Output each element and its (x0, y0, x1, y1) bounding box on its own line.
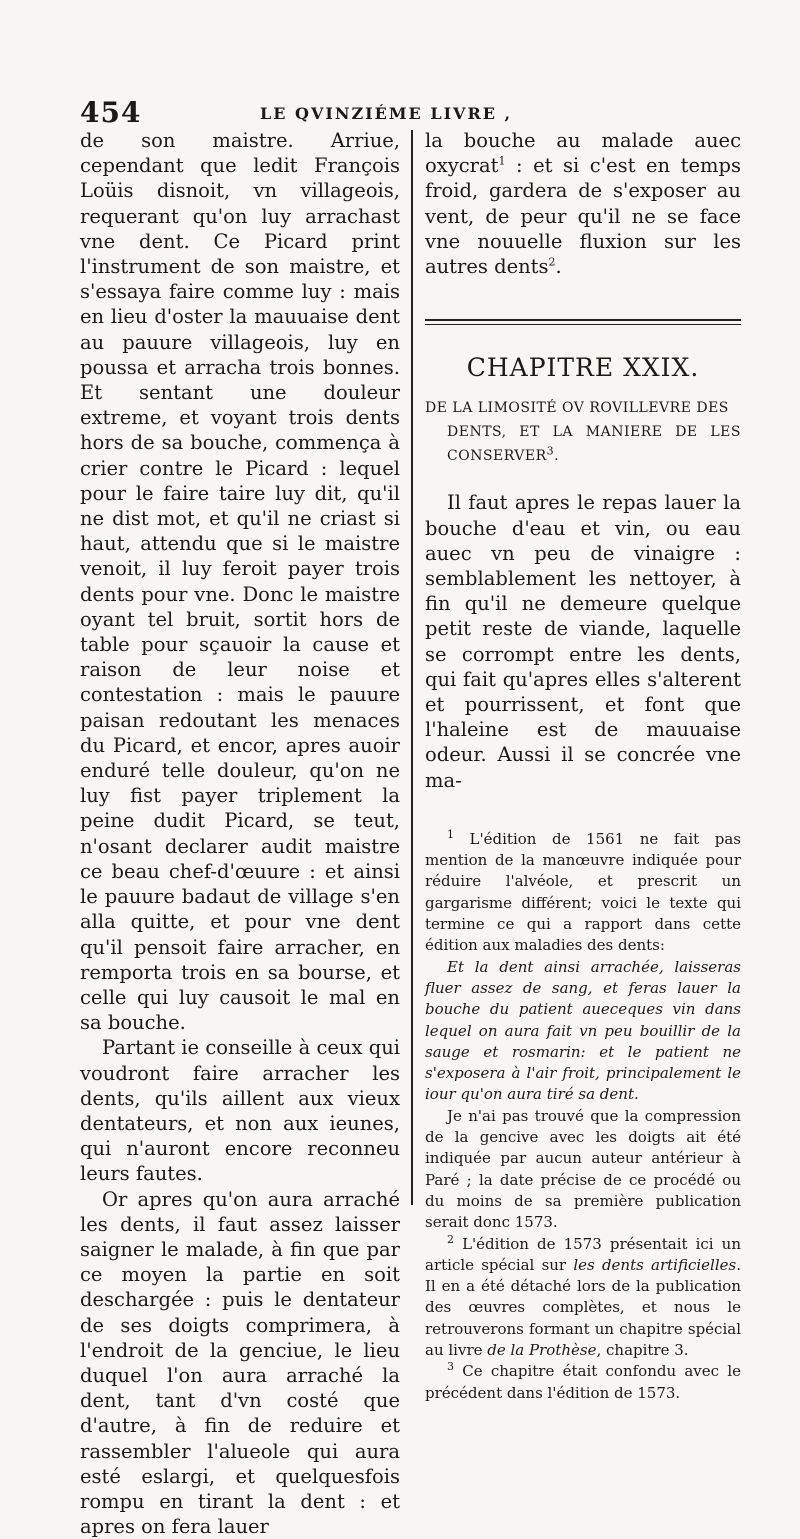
footnote-3-text: Ce chapitre était confondu avec le précédent dans l'édition de 1573. (425, 1362, 741, 1402)
footnote-1-quote: Et la dent ainsi arrachée, laisseras fluer assez de sang, et feras lauer la bouche du patient aueceques vin dans lequel on aura fait vn peu bouillir de la sauge et rosmarin: et le patient ne s'exposera à l'air froit, principalement le iour qu'on aura tiré sa dent. (425, 957, 741, 1104)
page-number: 454 (80, 96, 142, 129)
right-p1-end: . (555, 255, 562, 279)
left-paragraph-3: Or apres qu'on aura arraché les dents, il faut assez laisser saigner le malade, à fin que par ce moyen la partie en soit deschargée : puis le dentateur de ses doigts comprimera, à l'endroit de la genciue, le lieu duquel l'on aura arraché la dent, tant d'vn costé que d'autre, à fin de reduire et rassembler l'alueole qui aura esté eslargi, et quelquesfois rompu en tirant la dent : et apres on fera lauer (80, 1187, 400, 1539)
chapter-rule (425, 319, 741, 325)
chapter-title: CHAPITRE XXIX. (466, 353, 700, 383)
chapter-subtitle (425, 396, 741, 468)
footnote-1 (425, 829, 741, 957)
footnote-ref-1: 1 (498, 154, 506, 168)
chapter-subtitle-end: . (554, 448, 560, 465)
footnote-2-mark: 2 (447, 1232, 454, 1246)
left-paragraph-1: de son maistre. Arriue, cependant que ledit François Loüis disnoit, vn villageois, requerant qu'on luy arrachast vne dent. Ce Picard print l'instrument de son maistre, et s'essaya faire comme luy : mais en lieu d'oster la mauuaise dent au pauure villageois, luy en poussa et arracha trois bonnes. Et sentant une douleur extreme, et voyant trois dents hors de sa bouche, commença à crier contre le Picard : lequel pour le faire taire luy dit, qu'il ne dist mot, et qu'il ne criast si haut, attendu que si le maistre venoit, il luy feroit payer trois dents pour vne. Donc le maistre oyant tel bruit, sortit hors de table pour sçauoir la cause et raison de leur noise et contestation : mais le pauure paisan redoutant les menaces du Picard, et encor, apres auoir enduré telle douleur, qu'on ne luy fist payer triplement la peine dudit Picard, se teut, n'osant declarer audit maistre ce beau chef-d'œuure : et ainsi le pauure badaut de village s'en alla quitte, et pour vne dent qu'il pensoit faire arracher, en remporta trois en sa bourse, et celle qui luy causoit le mal en sa bouche. (80, 129, 400, 1035)
right-paragraph-2: Il faut apres le repas lauer la bouche d'eau et vin, ou eau auec vn peu de vinaigre : semblablement les nettoyer, à fin qu'il ne demeure quelque petit reste de viande, laquelle se corrompt entre les dents, qui fait qu'apres elles s'alterent et pourrissent, et font que l'haleine est de mauuaise odeur. Aussi il se concrée vne ma- (425, 491, 741, 792)
right-p1-text2: : et si c'est en temps froid, gardera de s'exposer au vent, de peur qu'il ne se face vne nouuelle fluxion sur les autres dents (425, 154, 741, 279)
footnote-2-text-b: . Il en a été détaché lors de la publication des œuvres complètes, et nous le retrouverons formant un chapitre spécial au livre (425, 1255, 741, 1359)
chapter-subtitle-line-1: DE LA LIMOSITÉ OV ROVILLEVRE DES (425, 400, 729, 417)
right-paragraph-1 (425, 128, 741, 279)
footnote-2-italic-2: de la Prothèse (487, 1340, 597, 1359)
footnote-3 (425, 1361, 741, 1404)
left-paragraph-2: Partant ie conseille à ceux qui voudront faire arracher les dents, qu'ils aillent aux vieux dentateurs, et non aux ieunes, qui n'auront encore reconneu leurs fautes. (80, 1036, 400, 1186)
footnote-2-italic: les dents artificielles (573, 1255, 737, 1274)
column-divider (411, 130, 413, 1205)
footnote-2-text-c: , chapitre 3. (596, 1340, 689, 1359)
footnote-1-text: L'édition de 1561 ne fait pas mention de la manœuvre indiquée pour réduire l'alvéole, et prescrit un gargarisme différent; voici le texte qui termine ce qui a rapport dans cette édition aux maladies des dents: (425, 829, 741, 955)
chapter-subtitle-line-2 (425, 420, 741, 468)
footnote-2 (425, 1234, 741, 1362)
footnote-1-mark: 1 (447, 827, 454, 841)
footnote-2-text-a: L'édition de 1573 présentait ici un article spécial sur (425, 1234, 741, 1274)
footnote-ref-2: 2 (548, 255, 556, 269)
right-column (425, 128, 741, 1404)
footnote-ref-3: 3 (546, 444, 555, 458)
left-column (80, 128, 400, 1539)
footnotes (425, 829, 741, 1404)
footnote-3-mark: 3 (447, 1360, 454, 1374)
footnote-1-comment: Je n'ai pas trouvé que la compression de la gencive avec les doigts ait été indiquée par aucun auteur antérieur à Paré ; la date précise de ce procédé ou du moins de sa première publication serait donc 1573. (425, 1106, 741, 1232)
chapter-subtitle-text: DENTS, ET LA MANIERE DE LES CONSERVER (447, 424, 741, 465)
right-p1-text: la bouche au malade auec oxycrat (425, 129, 741, 178)
running-title: LE QVINZIÉME LIVRE , (260, 104, 513, 123)
